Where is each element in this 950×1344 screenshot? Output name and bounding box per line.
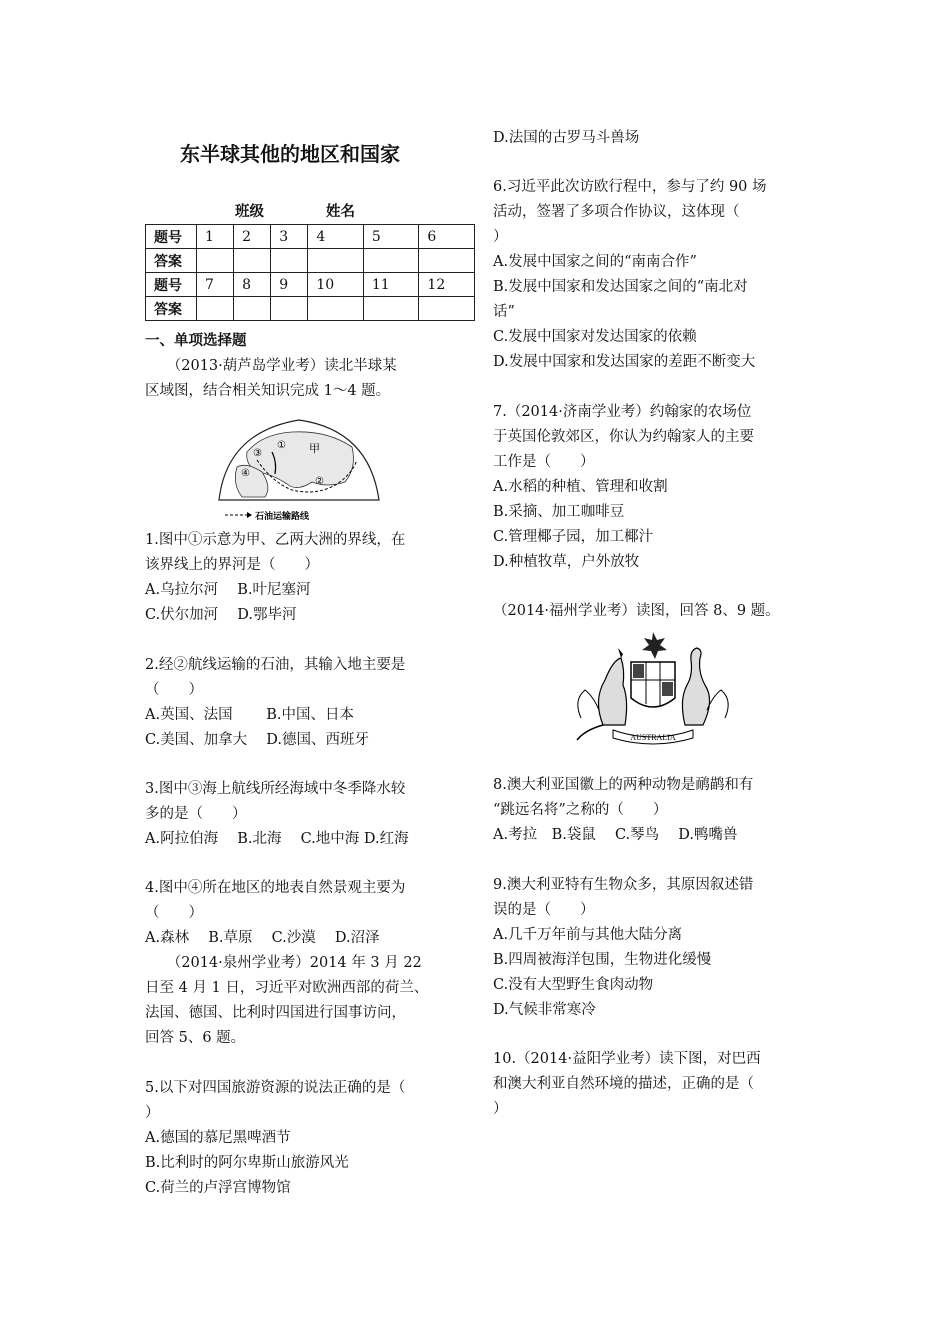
answer-cell[interactable] [271, 249, 308, 273]
answer-cell[interactable] [234, 297, 271, 321]
intro-line: （2014·泉州学业考）2014 年 3 月 22 [145, 955, 422, 971]
question-number: 6 [419, 225, 475, 249]
option-line[interactable]: B.发展中国家和发达国家之间的“南北对 [493, 279, 748, 295]
option-line[interactable]: A.阿拉伯海 B.北海 C.地中海 D.红海 [145, 831, 409, 847]
table-row [146, 297, 475, 321]
option-line[interactable]: A.几千万年前与其他大陆分离 [493, 927, 683, 943]
question-line: 误的是（ ） [493, 902, 595, 918]
option-line[interactable]: C.荷兰的卢浮宫博物馆 [145, 1180, 291, 1196]
answer-cell[interactable] [308, 249, 364, 273]
question-line: 于英国伦敦郊区，你认为约翰家人的主要 [493, 429, 754, 445]
question-line: 9.澳大利亚特有生物众多，其原因叙述错 [493, 877, 754, 893]
question-line: 工作是（ ） [493, 454, 595, 470]
option-line[interactable]: B.四周被海洋包围，生物进化缓慢 [493, 952, 712, 968]
question-number: 8 [234, 273, 271, 297]
question-number-header: 题号 [146, 225, 197, 249]
option-line[interactable]: D.气候非常寒冷 [493, 1002, 596, 1018]
question-line: 多的是（ ） [145, 806, 247, 822]
intro-line: （2013·葫芦岛学业考）读北半球某 [145, 358, 397, 374]
intro-line: 日至 4 月 1 日，习近平对欧洲西部的荷兰、 [145, 980, 429, 996]
map-label-jia: 甲 [309, 442, 320, 455]
intro-line: 区域图，结合相关知识完成 1～4 题。 [145, 383, 391, 399]
question-line: “跳远名将”之称的（ ） [493, 802, 668, 818]
option-line[interactable]: D.发展中国家和发达国家的差距不断变大 [493, 354, 756, 370]
section-heading: 一、单项选择题 [145, 333, 247, 349]
option-line[interactable]: A.考拉 B.袋鼠 C.琴鸟 D.鸭嘴兽 [493, 827, 738, 843]
question-line: 3.图中③海上航线所经海域中冬季降水较 [145, 781, 406, 797]
legend-arrow-icon [247, 512, 252, 518]
question-line: 和澳大利亚自然环境的描述，正确的是（ [493, 1076, 754, 1092]
answer-cell[interactable] [419, 249, 475, 273]
question-line: 该界线上的界河是（ ） [145, 557, 319, 573]
intro-line: （2014·福州学业考）读图，回答 8、9 题。 [493, 603, 780, 619]
option-line[interactable]: A.发展中国家之间的“南南合作” [493, 254, 697, 270]
option-line[interactable]: D.种植牧草，户外放牧 [493, 554, 640, 570]
question-line: 10.（2014·益阳学业考）读下图，对巴西 [493, 1051, 761, 1067]
question-line: 2.经②航线运输的石油，其输入地主要是 [145, 657, 406, 673]
question-line: 7.（2014·济南学业考）约翰家的农场位 [493, 404, 752, 420]
question-line: ） [493, 229, 508, 245]
option-line[interactable]: C.美国、加拿大 D.德国、西班牙 [145, 732, 370, 748]
answer-cell[interactable] [197, 249, 234, 273]
page-title: 东半球其他的地区和国家 [180, 142, 400, 166]
answer-cell[interactable] [234, 249, 271, 273]
question-number: 9 [271, 273, 308, 297]
map-label-3: ③ [253, 448, 262, 459]
question-number: 12 [419, 273, 475, 297]
option-line[interactable]: D.法国的古罗马斗兽场 [493, 130, 640, 146]
question-number: 7 [197, 273, 234, 297]
class-blank[interactable] [264, 208, 326, 225]
shield-quarter [633, 664, 644, 678]
question-line: 6.习近平此次访欧行程中，参与了约 90 场 [493, 179, 767, 195]
intro-line: 回答 5、6 题。 [145, 1030, 246, 1046]
option-line[interactable]: C.管理椰子园，加工椰汁 [493, 529, 654, 545]
option-line[interactable]: B.采摘、加工咖啡豆 [493, 504, 625, 520]
answer-header: 答案 [146, 297, 197, 321]
name-blank[interactable] [355, 208, 437, 225]
question-line: 活动，签署了多项合作协议，这体现（ [493, 204, 740, 220]
northern-hemisphere-map [217, 412, 382, 522]
answer-cell[interactable] [308, 297, 364, 321]
answer-cell[interactable] [363, 297, 419, 321]
question-number: 4 [308, 225, 364, 249]
map-label-4: ④ [241, 468, 250, 479]
shield-quarter [662, 682, 673, 696]
option-line[interactable]: C.伏尔加河 D.鄂毕河 [145, 607, 297, 623]
question-number: 2 [234, 225, 271, 249]
kangaroo [598, 658, 626, 725]
question-line: （ ） [145, 682, 203, 698]
kangaroo-tail [577, 725, 603, 740]
kangaroo-ear [618, 648, 623, 658]
map-legend: 石油运输路线 [255, 512, 310, 522]
question-line: （ ） [145, 905, 203, 921]
question-line: 4.图中④所在地区的地表自然景观主要为 [145, 880, 406, 896]
table-row [146, 273, 475, 297]
question-number: 1 [197, 225, 234, 249]
australia-coat-of-arms [563, 630, 743, 750]
question-number: 10 [308, 273, 364, 297]
answer-cell[interactable] [419, 297, 475, 321]
question-line: 5.以下对四国旅游资源的说法正确的是（ [145, 1080, 406, 1096]
intro-line: 法国、德国、比利时四国进行国事访问， [145, 1005, 406, 1021]
question-number: 11 [363, 273, 419, 297]
option-line[interactable]: C.没有大型野生食肉动物 [493, 977, 654, 993]
option-line: 话” [493, 304, 515, 320]
option-line[interactable]: A.水稻的种植、管理和收割 [493, 479, 668, 495]
question-line: ） [493, 1101, 508, 1117]
class-label: 班级 [235, 204, 264, 220]
question-line: 1.图中①示意为甲、乙两大洲的界线，在 [145, 532, 406, 548]
question-number-header: 题号 [146, 273, 197, 297]
option-line[interactable]: B.比利时的阿尔卑斯山旅游风光 [145, 1155, 349, 1171]
question-line: 8.澳大利亚国徽上的两种动物是鸸鹋和有 [493, 777, 754, 793]
map-label-1: ① [277, 440, 286, 451]
emblem-banner-text: AUSTRALIA [630, 733, 676, 742]
option-line[interactable]: A.森林 B.草原 C.沙漠 D.沼泽 [145, 930, 380, 946]
question-number: 3 [271, 225, 308, 249]
answer-cell[interactable] [271, 297, 308, 321]
question-line: ） [145, 1105, 160, 1121]
star-icon [642, 632, 667, 659]
name-label: 姓名 [326, 204, 355, 220]
answer-table [145, 224, 475, 321]
emu [682, 648, 709, 725]
option-line[interactable]: A.乌拉尔河 B.叶尼塞河 [145, 582, 311, 598]
question-number: 5 [363, 225, 419, 249]
answer-cell[interactable] [363, 249, 419, 273]
option-line[interactable]: A.德国的慕尼黑啤酒节 [145, 1130, 291, 1146]
answer-header: 答案 [146, 249, 197, 273]
option-line[interactable]: A.英国、法国 B.中国、日本 [145, 707, 354, 723]
wattle-right [707, 690, 728, 718]
map-label-2: ② [315, 476, 324, 487]
table-row [146, 249, 475, 273]
option-line[interactable]: C.发展中国家对发达国家的依赖 [493, 329, 697, 345]
wattle-left [578, 690, 599, 718]
answer-cell[interactable] [197, 297, 234, 321]
class-name-line [235, 200, 437, 225]
table-row [146, 225, 475, 249]
